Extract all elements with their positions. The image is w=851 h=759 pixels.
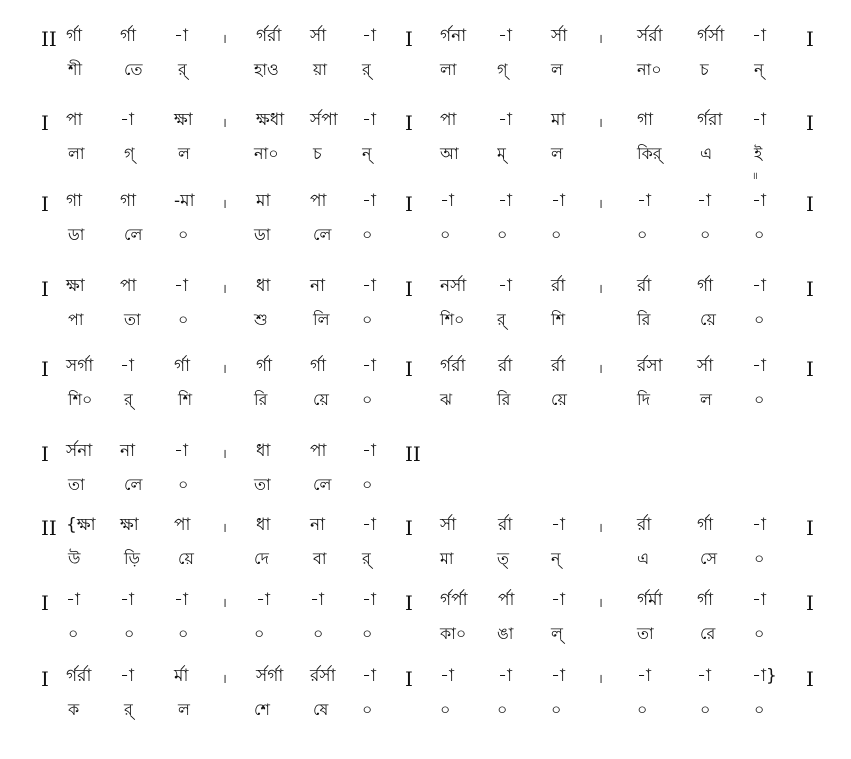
lyric-cell: য়ে <box>178 549 194 568</box>
beat-separator: । <box>598 596 603 611</box>
note-cell: ধা <box>256 515 271 535</box>
lyric-cell: হাও <box>254 60 279 79</box>
lyric-cell: য়ে <box>551 390 567 409</box>
note-cell: র্গা <box>120 26 137 46</box>
beat-separator: । <box>222 596 227 611</box>
note-cell: -া <box>752 590 766 610</box>
lyric-cell: কির্ <box>637 144 662 163</box>
note-cell: ধা <box>256 276 271 296</box>
beat-separator: । <box>222 672 227 687</box>
lyric-cell: ০ <box>440 700 451 719</box>
lyric-cell: র্ <box>497 310 506 329</box>
lyric-cell: য়া <box>313 60 328 79</box>
note-cell: র্গা <box>174 356 191 376</box>
lyric-cell: ০ <box>754 549 765 568</box>
note-cell: র্সা <box>440 515 457 535</box>
lyric-cell: তা <box>637 624 654 643</box>
lyric-cell: ঝ <box>440 390 453 409</box>
note-cell: পা <box>310 441 327 461</box>
lyric-cell: ০ <box>124 624 135 643</box>
start-barline: I <box>41 357 49 381</box>
lyric-cell: সে <box>700 549 718 568</box>
note-cell: -া <box>637 666 651 686</box>
lyric-cell: শি০ <box>440 310 465 329</box>
lyric-cell: ০ <box>362 624 373 643</box>
lyric-cell: দে <box>254 549 269 568</box>
lyric-cell: লা <box>68 144 85 163</box>
note-cell: র্গর্রা <box>256 26 282 46</box>
note-cell: -া <box>551 666 565 686</box>
note-cell: গা <box>66 191 83 211</box>
lyric-cell: শে <box>254 700 270 719</box>
notation-system <box>0 668 851 748</box>
mid-barline: I <box>405 192 413 216</box>
mid-barline: I <box>405 277 413 301</box>
lyric-cell: রি <box>637 310 651 329</box>
lyric-cell: ডা <box>254 225 271 244</box>
notation-system <box>0 278 851 358</box>
note-cell: র্সনা <box>66 441 93 461</box>
lyric-cell: ড়ি <box>124 549 141 568</box>
lyric-cell: ০ <box>313 624 324 643</box>
note-cell: মা <box>256 191 271 211</box>
note-cell: -া <box>310 590 324 610</box>
beat-separator: । <box>222 447 227 462</box>
lyric-cell: ০ <box>254 624 265 643</box>
lyric-cell: ০ <box>362 390 373 409</box>
note-cell: -া <box>174 590 188 610</box>
note-cell: র্গর্পা <box>440 590 468 610</box>
note-cell: না <box>310 276 326 296</box>
end-barline: I <box>806 667 814 691</box>
lyric-cell: আ <box>440 144 459 163</box>
note-cell: র্রসা <box>637 356 663 376</box>
note-cell: র্রা <box>551 276 566 296</box>
lyric-cell: মা <box>440 549 454 568</box>
beat-separator: । <box>598 672 603 687</box>
note-cell: সর্গা <box>66 356 94 376</box>
note-cell: র্সা <box>697 356 714 376</box>
lyric-cell: ০ <box>362 475 373 494</box>
mid-barline: I <box>405 357 413 381</box>
lyric-cell: এ <box>637 549 650 568</box>
start-barline: I <box>41 192 49 216</box>
lyric-cell: লা <box>440 60 457 79</box>
note-cell: -া <box>752 110 766 130</box>
note-cell: র্সপা <box>310 110 338 130</box>
note-cell: -া <box>440 191 454 211</box>
note-cell: ক্ষা <box>120 515 139 535</box>
beat-separator: । <box>598 197 603 212</box>
note-cell: র্গর্সা <box>697 26 725 46</box>
lyric-cell: ক <box>68 700 80 719</box>
lyric-cell: উ <box>68 549 81 568</box>
note-cell: পা <box>310 191 327 211</box>
end-barline: II <box>405 442 421 466</box>
lyric-cell: ল্ <box>551 624 563 643</box>
note-cell: -া <box>637 191 651 211</box>
lyric-cell: শী <box>68 60 83 79</box>
lyric-cell: ০ <box>700 225 711 244</box>
note-cell: র্গা <box>697 515 714 535</box>
lyric-cell: লি <box>313 310 330 329</box>
end-barline: I <box>806 111 814 135</box>
notation-system <box>0 443 851 523</box>
beat-separator: । <box>222 32 227 47</box>
end-barline: I <box>806 591 814 615</box>
lyric-cell: ঙা <box>497 624 514 643</box>
note-cell: র্রা <box>498 356 513 376</box>
note-cell: -া <box>362 590 376 610</box>
notation-system <box>0 517 851 597</box>
note-cell: র্রা <box>637 515 652 535</box>
lyric-cell: তে <box>124 60 143 79</box>
lyric-cell: পা <box>68 310 84 329</box>
lyric-cell: ল <box>700 390 712 409</box>
lyric-cell: ষে <box>313 700 329 719</box>
note-cell: -া <box>362 441 376 461</box>
mid-barline: I <box>405 591 413 615</box>
start-barline: I <box>41 277 49 301</box>
mid-barline: I <box>405 27 413 51</box>
lyric-cell: শি <box>551 310 566 329</box>
note-cell: র্গনা <box>440 26 467 46</box>
lyric-cell: গ্ <box>124 144 135 163</box>
lyric-cell: ই <box>754 144 763 163</box>
lyric-cell: তা <box>254 475 271 494</box>
note-cell: -া <box>498 110 512 130</box>
lyric-cell: কা০ <box>440 624 467 643</box>
note-cell: -া <box>120 666 134 686</box>
notation-system <box>0 592 851 672</box>
note-cell: -া <box>498 276 512 296</box>
note-cell: -া <box>697 666 711 686</box>
note-cell: -া} <box>752 666 777 686</box>
lyric-cell: ০ <box>178 624 189 643</box>
beat-separator: । <box>222 282 227 297</box>
lyric-cell: ম্ <box>497 144 506 163</box>
lyric-cell: ল <box>178 144 190 163</box>
note-cell: র্গরা <box>697 110 723 130</box>
note-cell: র্রর্সা <box>310 666 336 686</box>
lyric-cell: চ <box>313 144 322 163</box>
note-cell: -া <box>66 590 80 610</box>
lyric-cell: ০ <box>754 390 765 409</box>
note-cell: র্সর্রা <box>637 26 663 46</box>
lyric-cell: শি <box>178 390 193 409</box>
lyric-cell: ০ <box>551 700 562 719</box>
lyric-cell: ০ <box>754 310 765 329</box>
lyric-cell: র্ <box>124 390 133 409</box>
end-barline: I <box>806 277 814 301</box>
lyric-cell: ০ <box>68 624 79 643</box>
lyric-cell: ০ <box>178 475 189 494</box>
start-barline: I <box>41 591 49 615</box>
note-cell: -া <box>174 276 188 296</box>
lyric-cell: তা <box>68 475 85 494</box>
note-cell: র্মা <box>174 666 189 686</box>
note-cell: মা <box>551 110 566 130</box>
lyric-cell: ০ <box>754 624 765 643</box>
lyric-cell: ডা <box>68 225 85 244</box>
lyric-cell: র্ <box>124 700 133 719</box>
note-cell: র্গা <box>697 590 714 610</box>
end-barline: I <box>806 357 814 381</box>
note-cell: র্গা <box>697 276 714 296</box>
repeat-mark: ॥ <box>752 171 758 182</box>
start-barline: II <box>41 27 57 51</box>
note-cell: র্রা <box>498 515 513 535</box>
note-cell: -া <box>362 276 376 296</box>
note-cell: -া <box>697 191 711 211</box>
lyric-cell: শি০ <box>68 390 93 409</box>
lyric-cell: র্ <box>362 60 371 79</box>
note-cell: -া <box>752 26 766 46</box>
note-cell: -া <box>440 666 454 686</box>
end-barline: I <box>806 516 814 540</box>
note-cell: র্রা <box>551 356 566 376</box>
lyric-cell: ০ <box>637 225 648 244</box>
lyric-cell: বা <box>313 549 327 568</box>
note-cell: -া <box>498 26 512 46</box>
note-cell: -া <box>551 515 565 535</box>
start-barline: I <box>41 667 49 691</box>
lyric-cell: লে <box>313 225 332 244</box>
lyric-cell: রে <box>700 624 716 643</box>
notation-system <box>0 112 851 192</box>
lyric-cell: ন্ <box>754 60 764 79</box>
lyric-cell: না০ <box>637 60 662 79</box>
beat-separator: । <box>598 32 603 47</box>
lyric-cell: শু <box>254 310 268 329</box>
lyric-cell: লে <box>313 475 332 494</box>
end-barline: I <box>806 27 814 51</box>
beat-separator: । <box>598 521 603 536</box>
note-cell: -া <box>551 191 565 211</box>
lyric-cell: লে <box>124 225 143 244</box>
note-cell: না <box>120 441 136 461</box>
lyric-cell: ০ <box>497 700 508 719</box>
lyric-cell: তা <box>124 310 141 329</box>
note-cell: ধা <box>256 441 271 461</box>
lyric-cell: ০ <box>440 225 451 244</box>
note-cell: র্গা <box>66 26 83 46</box>
note-cell: -া <box>498 666 512 686</box>
note-cell: -মা <box>174 191 195 211</box>
lyric-cell: গ্ <box>497 60 508 79</box>
note-cell: গা <box>637 110 654 130</box>
lyric-cell: দি <box>637 390 650 409</box>
note-cell: র্রা <box>637 276 652 296</box>
lyric-cell: র্ <box>362 549 371 568</box>
mid-barline: I <box>405 667 413 691</box>
lyric-cell: রি <box>254 390 268 409</box>
note-cell: -া <box>120 590 134 610</box>
lyric-cell: ল <box>551 144 563 163</box>
note-cell: -া <box>256 590 270 610</box>
notation-system <box>0 193 851 273</box>
note-cell: র্সর্গা <box>256 666 284 686</box>
lyric-cell: ০ <box>754 225 765 244</box>
lyric-cell: ল <box>551 60 563 79</box>
note-cell: -া <box>120 110 134 130</box>
note-cell: -া <box>752 356 766 376</box>
note-cell: র্সা <box>310 26 327 46</box>
note-cell: নর্সা <box>440 276 467 296</box>
mid-barline: I <box>405 111 413 135</box>
note-cell: -া <box>120 356 134 376</box>
note-cell: পা <box>174 515 191 535</box>
note-cell: গা <box>120 191 137 211</box>
note-cell: -া <box>362 666 376 686</box>
lyric-cell: ০ <box>362 310 373 329</box>
lyric-cell: ল <box>178 700 190 719</box>
note-cell: র্গা <box>256 356 273 376</box>
note-cell: -া <box>551 590 565 610</box>
mid-barline: I <box>405 516 413 540</box>
lyric-cell: ০ <box>551 225 562 244</box>
lyric-cell: না০ <box>254 144 279 163</box>
notation-system <box>0 358 851 438</box>
note-cell: -া <box>362 110 376 130</box>
note-cell: -া <box>362 515 376 535</box>
note-cell: -া <box>174 441 188 461</box>
beat-separator: । <box>222 521 227 536</box>
note-cell: না <box>310 515 326 535</box>
lyric-cell: ০ <box>700 700 711 719</box>
note-cell: {ক্ষা <box>66 515 96 535</box>
lyric-cell: য়ে <box>313 390 329 409</box>
note-cell: -া <box>362 356 376 376</box>
lyric-cell: ০ <box>362 700 373 719</box>
lyric-cell: র্ <box>178 60 187 79</box>
note-cell: -া <box>498 191 512 211</box>
lyric-cell: রি <box>497 390 511 409</box>
start-barline: II <box>41 516 57 540</box>
start-barline: I <box>41 442 49 466</box>
beat-separator: । <box>598 116 603 131</box>
note-cell: র্গর্রা <box>66 666 92 686</box>
beat-separator: । <box>598 362 603 377</box>
note-cell: র্গর্রা <box>440 356 466 376</box>
lyric-cell: ন্ <box>362 144 372 163</box>
lyric-cell: ০ <box>497 225 508 244</box>
notation-system <box>0 28 851 108</box>
beat-separator: । <box>222 116 227 131</box>
note-cell: র্পা <box>498 590 515 610</box>
note-cell: পা <box>440 110 457 130</box>
lyric-cell: ০ <box>754 700 765 719</box>
lyric-cell: ০ <box>362 225 373 244</box>
note-cell: পা <box>66 110 83 130</box>
note-cell: পা <box>120 276 137 296</box>
beat-separator: । <box>222 197 227 212</box>
lyric-cell: ০ <box>178 225 189 244</box>
note-cell: -া <box>752 191 766 211</box>
lyric-cell: য়ে <box>700 310 716 329</box>
beat-separator: । <box>222 362 227 377</box>
note-cell: -া <box>362 26 376 46</box>
beat-separator: । <box>598 282 603 297</box>
lyric-cell: লে <box>124 475 143 494</box>
note-cell: র্সা <box>551 26 568 46</box>
note-cell: -া <box>752 515 766 535</box>
note-cell: ক্ষা <box>174 110 193 130</box>
note-cell: ক্ষা <box>66 276 85 296</box>
lyric-cell: ন্ <box>551 549 561 568</box>
end-barline: I <box>806 192 814 216</box>
note-cell: র্গা <box>310 356 327 376</box>
lyric-cell: ০ <box>637 700 648 719</box>
note-cell: -া <box>174 26 188 46</box>
note-cell: -া <box>362 191 376 211</box>
lyric-cell: ত্ <box>497 549 510 568</box>
note-cell: র্গর্মা <box>637 590 663 610</box>
lyric-cell: এ <box>700 144 713 163</box>
note-cell: -া <box>752 276 766 296</box>
start-barline: I <box>41 111 49 135</box>
lyric-cell: ০ <box>178 310 189 329</box>
lyric-cell: চ <box>700 60 709 79</box>
note-cell: ক্ষধা <box>256 110 285 130</box>
